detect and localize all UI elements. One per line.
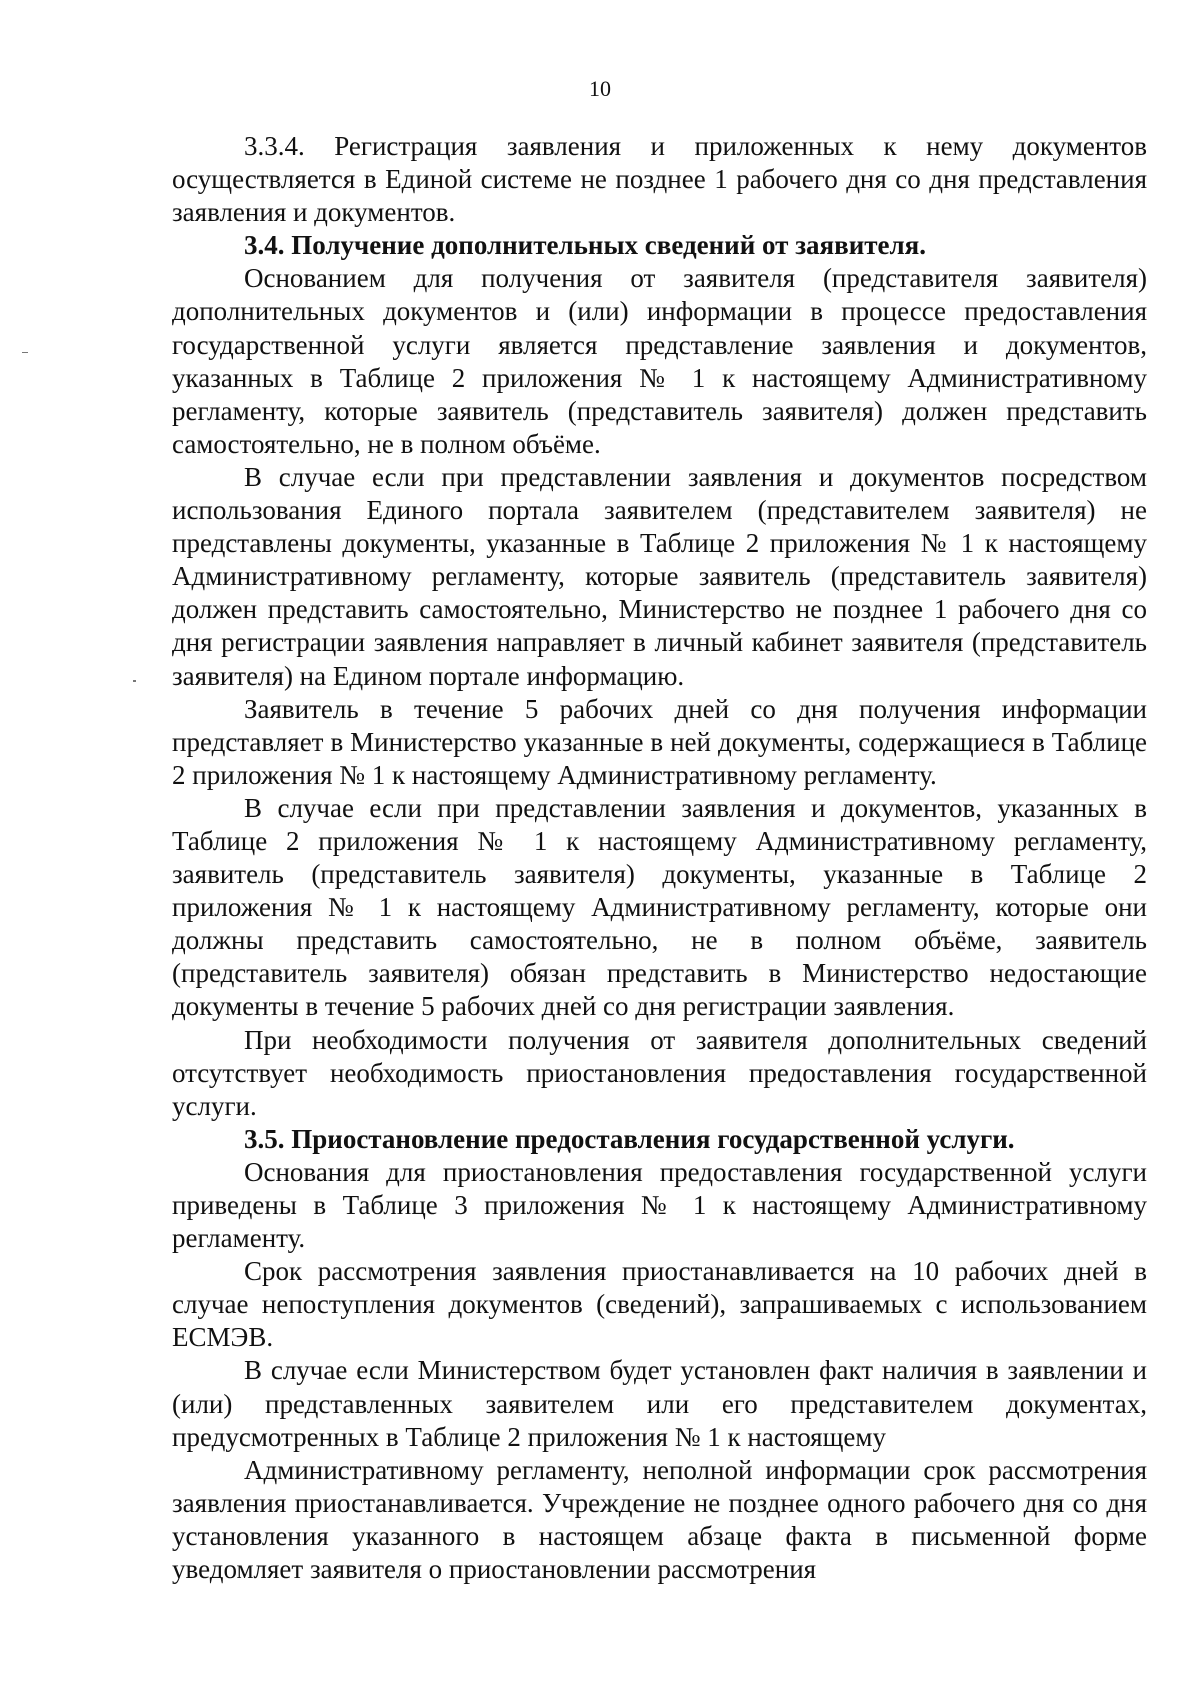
page-number: 10 (589, 76, 611, 101)
scan-artifact (22, 352, 28, 353)
section-heading-3-5: 3.5. Приостановление предоставления государственной услуги. (244, 1123, 1015, 1154)
scan-artifact (133, 680, 136, 682)
paragraph: Основания для приостановления предоставления государственной услуги приведены в Таблице 3 приложения № 1 к настоящему Административному регламенту. (172, 1156, 1147, 1254)
paragraph: В случае если при представлении заявления и документов, указанных в Таблице 2 приложения № 1 к настоящему Административному регламенту, заявитель (представитель заявителя) документы, указанные в Таблице 2 приложения № 1 к настоящему Административному регламенту, которые они должны представить самостоятельно, не в полном объёме, заявитель (представитель заявителя) обязан представить в Министерство недостающие документы в течение 5 рабочих дней со дня регистрации заявления. (172, 792, 1147, 1022)
paragraph-continued: Административному регламенту, неполной информации срок рассмотрения заявления приостанавливается. Учреждение не позднее одного рабочего дня со дня установления указанного в настоящем абзаце факта в письменной форме уведомляет заявителя о приостановлении рассмотрения (172, 1454, 1147, 1585)
paragraph: Срок рассмотрения заявления приостанавливается на 10 рабочих дней в случае непоступления документов (сведений), запрашиваемых с использованием ЕСМЭВ. (172, 1256, 1147, 1353)
paragraph: При необходимости получения от заявителя дополнительных сведений отсутствует необходимость приостановления предоставления государственной услуги. (172, 1024, 1147, 1121)
section-heading-3-4: 3.4. Получение дополнительных сведений от заявителя. (244, 230, 927, 261)
paragraph: Основанием для получения от заявителя (представителя заявителя) дополнительных документов и (или) информации в процессе предоставления государственной услуги является представление заявления и документов, указанных в Таблице 2 приложения № 1 к настоящему Административному регламенту, которые заявитель (представитель заявителя) должен представить самостоятельно, не в полном объёме. (172, 263, 1147, 459)
paragraph: Заявитель в течение 5 рабочих дней со дня получения информации представляет в Министерство указанные в ней документы, содержащиеся в Таблице 2 приложения № 1 к настоящему Административному регламенту. (172, 693, 1147, 790)
document-body (172, 130, 1147, 1586)
paragraph: В случае если при представлении заявления и документов посредством использования Единого портала заявителем (представителем заявителя) не представлены документы, указанные в Таблице 2 приложения № 1 к настоящему Административному регламенту, которые заявитель (представитель заявителя) должен представить самостоятельно, Министерство не позднее 1 рабочего дня со дня регистрации заявления направляет в личный кабинет заявителя (представитель заявителя) на Едином портале информацию. (172, 461, 1147, 691)
paragraph: В случае если Министерством будет установлен факт наличия в заявлении и (или) представленных заявителем или его представителем документах, предусмотренных в Таблице 2 приложения № 1 к настоящему (172, 1355, 1147, 1452)
paragraph-3-3-4: 3.3.4. Регистрация заявления и приложенных к нему документов осуществляется в Единой системе не позднее 1 рабочего дня со дня представления заявления и документов. (172, 131, 1147, 228)
